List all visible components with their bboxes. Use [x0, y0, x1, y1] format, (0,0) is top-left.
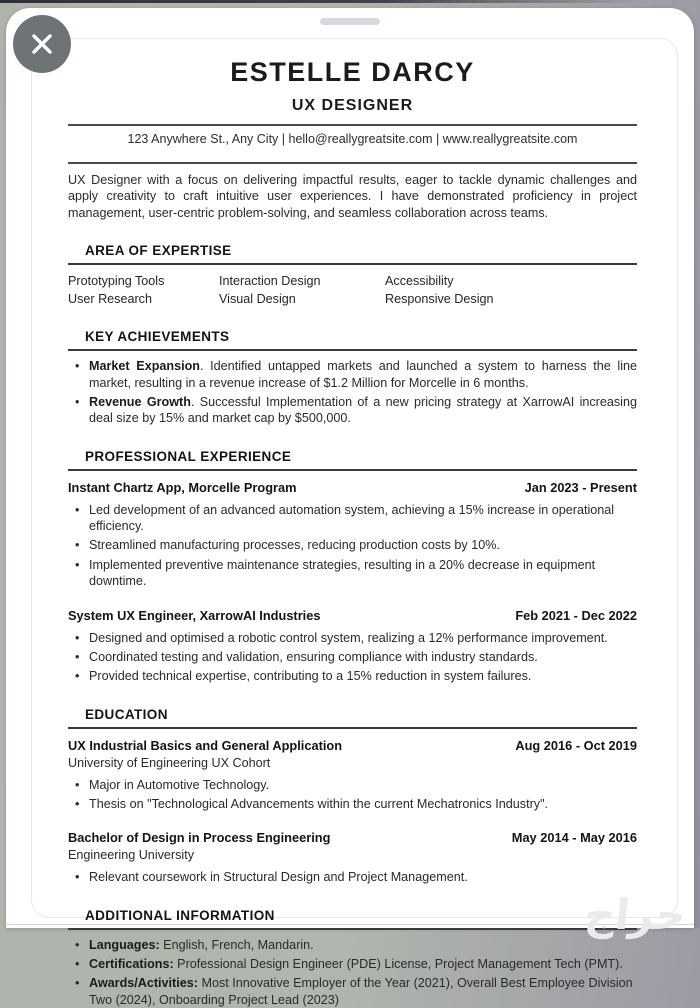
degree-title: UX Industrial Basics and General Application [68, 737, 343, 753]
status-bar-strip [0, 0, 700, 3]
drag-handle[interactable] [320, 18, 380, 25]
section-expertise [68, 243, 637, 307]
section-education [68, 707, 637, 886]
item-lead: Awards/Activities: [89, 976, 198, 991]
list-item: • Streamlined manufacturing processes, reducing production costs by 10%. [68, 537, 637, 553]
expertise-item: Interaction Design [219, 274, 321, 289]
section-experience [68, 449, 637, 685]
education-dates: May 2014 - May 2016 [511, 830, 637, 846]
additional-list [68, 937, 637, 1008]
close-icon [30, 32, 54, 56]
list-item [68, 975, 637, 1008]
school-name: University of Engineering UX Cohort [68, 755, 271, 770]
section-achievements [68, 329, 637, 426]
list-item [68, 956, 637, 972]
item-text: Professional Design Engineer (PDE) License, Project Management Tech (PMT). [173, 957, 623, 972]
expertise-item: Accessibility [385, 274, 454, 289]
viewer-sheet [6, 8, 694, 1007]
section-heading: PROFESSIONAL EXPERIENCE [85, 448, 292, 464]
job-dates: Feb 2021 - Dec 2022 [515, 607, 637, 623]
item-lead: Market Expansion [89, 359, 200, 374]
education-header [68, 738, 637, 753]
section-rule [68, 469, 637, 471]
bottom-divider [6, 924, 694, 925]
list-item: • Thesis on "Technological Advancements within the current Mechatronics Industry". [68, 796, 637, 812]
list-item [68, 358, 637, 391]
item-lead: Revenue Growth [89, 395, 191, 410]
section-additional [68, 908, 637, 1008]
list-item: • Designed and optimised a robotic control system, realizing a 12% performance improvement. [68, 630, 637, 646]
section-heading: KEY ACHIEVEMENTS [85, 329, 230, 345]
section-heading: EDUCATION [85, 706, 168, 722]
section-heading: ADDITIONAL INFORMATION [85, 907, 275, 923]
list-item [68, 937, 637, 953]
list-item: • Provided technical expertise, contributing to a 15% reduction in system failures. [68, 668, 637, 684]
resume-name: ESTELLE DARCY [230, 57, 475, 87]
section-heading: AREA OF EXPERTISE [85, 243, 232, 259]
section-rule [68, 349, 637, 351]
item-text: . Successful Implementation of a new pricing strategy at XarrowAI increasing deal size by 15% and market cap by $500,000. [89, 395, 637, 426]
job-bullets [68, 630, 637, 685]
expertise-item: Responsive Design [385, 292, 494, 307]
section-rule [68, 928, 637, 930]
list-item: • Coordinated testing and validation, ensuring compliance with industry standards. [68, 649, 637, 665]
item-text: Most Innovative Employer of the Year (2021), Overall Best Employee Division Two (2024), Onboarding Project Lead (2023) [89, 976, 633, 1007]
resume-job-title: UX DESIGNER [291, 97, 414, 114]
list-item [68, 394, 637, 427]
list-item: • Relevant coursework in Structural Design and Project Management. [68, 869, 637, 885]
expertise-grid [68, 273, 637, 307]
education-bullets [68, 869, 637, 885]
school-name: Engineering University [68, 848, 194, 863]
close-button[interactable] [13, 15, 71, 73]
contact-line: 123 Anywhere St., Any City | hello@reallygreatsite.com | www.reallygreatsite.com [127, 132, 578, 146]
item-text: English, French, Mandarin. [159, 937, 314, 952]
job-title: Instant Chartz App, Morcelle Program [68, 479, 297, 495]
job-bullets [68, 502, 637, 590]
education-bullets [68, 777, 637, 813]
education-dates: Aug 2016 - Oct 2019 [515, 737, 637, 753]
item-lead: Certifications: [89, 957, 174, 972]
job-title: System UX Engineer, XarrowAI Industries [68, 607, 321, 623]
summary-paragraph: UX Designer with a focus on delivering impactful results, eager to tackle dynamic challenges and apply creativity to craft intuitive user experiences. I have demonstrated proficiency in project management, user-centric problem-solving, and seamless collaboration across teams. [68, 173, 637, 220]
list-item: • Implemented preventive maintenance strategies, resulting in a 20% decrease in equipment downtime. [68, 557, 637, 590]
degree-title: Bachelor of Design in Process Engineering [68, 830, 331, 846]
item-lead: Languages: [89, 937, 160, 952]
list-item: • Led development of an advanced automation system, achieving a 15% increase in operational efficiency. [68, 502, 637, 535]
list-item: • Major in Automotive Technology. [68, 777, 637, 793]
section-rule [68, 263, 637, 265]
resume-document [31, 38, 678, 1007]
expertise-item: Visual Design [219, 292, 296, 307]
job-header [68, 608, 637, 623]
achievements-list [68, 358, 637, 426]
job-header [68, 480, 637, 495]
section-rule [68, 727, 637, 729]
header-divider-bottom [68, 162, 637, 164]
item-text: . Identified untapped markets and launched a system to harness the line market, resulting in a revenue increase of $1.2 Million for Morcelle in 6 months. [89, 359, 637, 390]
job-dates: Jan 2023 - Present [524, 479, 637, 495]
education-header [68, 830, 637, 845]
expertise-item: Prototyping Tools [68, 274, 165, 289]
haraj-watermark: حراج [582, 890, 689, 939]
expertise-item: User Research [68, 292, 152, 307]
